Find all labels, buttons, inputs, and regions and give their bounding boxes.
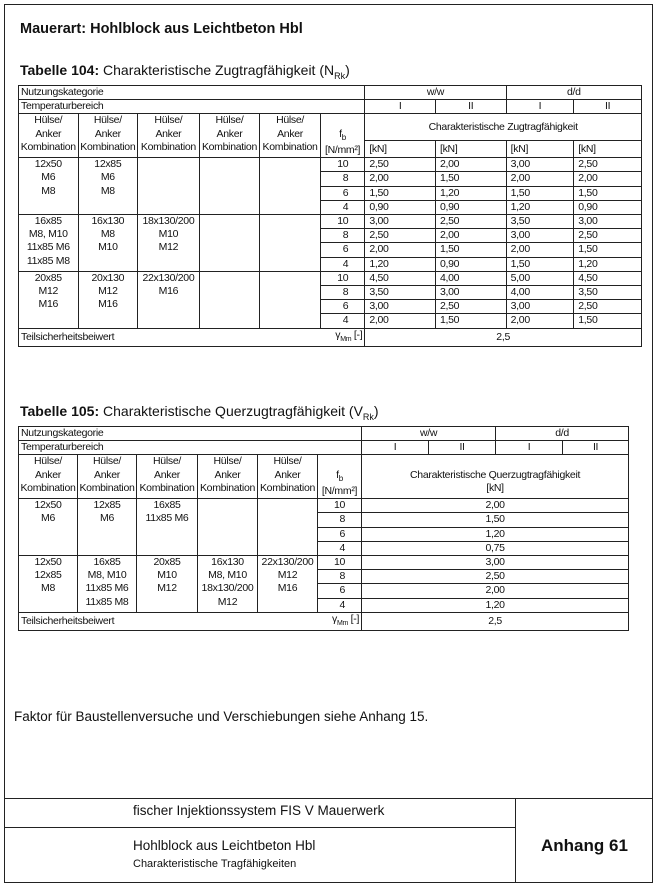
- resistance-value: 2,50: [574, 158, 642, 172]
- annex-label: Anhang 61: [541, 836, 628, 855]
- footer-title: Hohlblock aus Leichtbeton Hbl: [133, 838, 316, 853]
- resistance-value: 3,50: [506, 214, 574, 228]
- hulse-header: Hülse/ Anker Kombination: [260, 114, 321, 158]
- anchor-combination-cell: 22x130/200 M16: [138, 271, 200, 328]
- table-row: [19, 271, 642, 285]
- resistance-value: 1,50: [435, 314, 506, 328]
- resistance-value: 1,20: [365, 257, 436, 271]
- table-row: [19, 214, 642, 228]
- gamma-symbol: $\gamma_{Mm}$ [-]: [320, 328, 364, 346]
- note-text: Faktor für Baustellenversuche und Verschiebungen siehe Anhang 15.: [14, 709, 429, 724]
- anchor-combination-cell: [198, 499, 258, 556]
- resistance-value: 4,00: [435, 271, 506, 285]
- fb-value: 10: [320, 214, 364, 228]
- temp-i: I: [362, 441, 429, 455]
- temp-i: I: [365, 100, 436, 114]
- hulse-header: Hülse/ Anker Kombination: [78, 455, 137, 499]
- resistance-value: 0,75: [362, 541, 629, 555]
- fb-value: 6: [320, 186, 364, 200]
- anchor-combination-cell: 12x50 M6 M8: [19, 158, 79, 215]
- resistance-value: 3,00: [362, 555, 629, 569]
- resistance-value: 0,90: [365, 200, 436, 214]
- resistance-value: 2,50: [435, 300, 506, 314]
- resistance-value: 3,00: [574, 214, 642, 228]
- resistance-value: 1,20: [506, 200, 574, 214]
- resistance-value: 2,50: [435, 214, 506, 228]
- kn-unit: [kN]: [365, 141, 436, 158]
- anchor-combination-cell: [199, 271, 260, 328]
- footer-divider: [4, 798, 653, 799]
- fb-header: $f_b$ [N/mm²]: [320, 114, 364, 158]
- resistance-value: 1,20: [362, 527, 629, 541]
- table-row: [19, 158, 642, 172]
- resistance-value: 2,00: [506, 172, 574, 186]
- resistance-value: 2,00: [365, 314, 436, 328]
- resistance-value: 1,50: [506, 186, 574, 200]
- resistance-value: 2,00: [435, 229, 506, 243]
- resistance-value: 4,50: [574, 271, 642, 285]
- resistance-value: 3,00: [365, 214, 436, 228]
- fb-value: 8: [320, 285, 364, 299]
- resistance-value: 2,50: [365, 158, 436, 172]
- anchor-combination-cell: 16x130 M8 M10: [78, 214, 138, 271]
- anchor-combination-cell: 16x85 11x85 M6: [137, 499, 198, 556]
- resistance-value: 2,00: [365, 243, 436, 257]
- resistance-value: 2,00: [362, 499, 629, 513]
- resistance-value: 5,00: [506, 271, 574, 285]
- anchor-combination-cell: 16x130 M8, M10 18x130/200 M12: [198, 555, 258, 612]
- table-104: [18, 85, 642, 347]
- fb-value: 6: [318, 584, 362, 598]
- teilsicherheitsbeiwert-label: Teilsicherheitsbeiwert: [19, 612, 318, 630]
- fb-value: 6: [320, 300, 364, 314]
- resistance-value: 1,50: [574, 243, 642, 257]
- querzugtragfaehigkeit-header: Charakteristische Querzugtragfähigkeit [kN]: [362, 455, 629, 499]
- fb-value: 8: [320, 229, 364, 243]
- resistance-value: 2,00: [365, 172, 436, 186]
- fb-value: 6: [318, 527, 362, 541]
- temp-ii: II: [435, 100, 506, 114]
- anchor-combination-cell: 12x85 M6: [78, 499, 137, 556]
- resistance-value: 2,00: [574, 172, 642, 186]
- anchor-combination-cell: 20x85 M10 M12: [137, 555, 198, 612]
- resistance-value: 4,50: [365, 271, 436, 285]
- resistance-value: 3,00: [365, 300, 436, 314]
- fb-value: 10: [320, 158, 364, 172]
- anchor-combination-cell: 12x50 12x85 M8: [19, 555, 78, 612]
- resistance-value: 1,50: [435, 172, 506, 186]
- ww-header: w/w: [362, 427, 496, 441]
- zugtragfaehigkeit-header: Charakteristische Zugtragfähigkeit: [365, 114, 642, 141]
- hulse-header: Hülse/ Anker Kombination: [137, 455, 198, 499]
- fb-value: 8: [320, 172, 364, 186]
- fb-value: 10: [318, 499, 362, 513]
- resistance-value: 1,20: [435, 186, 506, 200]
- anchor-combination-cell: 16x85 M8, M10 11x85 M6 11x85 M8: [78, 555, 137, 612]
- anchor-combination-cell: 20x85 M12 M16: [19, 271, 79, 328]
- resistance-value: 1,50: [365, 186, 436, 200]
- fb-value: 4: [318, 598, 362, 612]
- resistance-value: 1,50: [574, 186, 642, 200]
- anchor-combination-cell: [260, 271, 321, 328]
- fb-value: 10: [320, 271, 364, 285]
- fb-value: 4: [320, 200, 364, 214]
- table-row: [19, 555, 629, 569]
- resistance-value: 3,00: [506, 229, 574, 243]
- resistance-value: 4,00: [506, 285, 574, 299]
- nutzungskategorie-label: Nutzungskategorie: [19, 86, 365, 100]
- temperaturbereich-label: Temperaturbereich: [19, 100, 365, 114]
- resistance-value: 2,50: [365, 229, 436, 243]
- resistance-value: 3,00: [506, 158, 574, 172]
- resistance-value: 0,90: [435, 257, 506, 271]
- temp-ii: II: [429, 441, 496, 455]
- resistance-value: 3,50: [365, 285, 436, 299]
- anchor-combination-cell: [138, 158, 200, 215]
- resistance-value: 3,50: [574, 285, 642, 299]
- temp-ii: II: [563, 441, 629, 455]
- resistance-value: 1,20: [574, 257, 642, 271]
- resistance-value: 0,90: [435, 200, 506, 214]
- teilsicherheitsbeiwert-value: 2,5: [365, 328, 642, 346]
- resistance-value: 0,90: [574, 200, 642, 214]
- footer-subtitle: Charakteristische Tragfähigkeiten: [133, 858, 297, 870]
- anchor-combination-cell: 16x85 M8, M10 11x85 M6 11x85 M8: [19, 214, 79, 271]
- gamma-symbol: $\gamma_{Mm}$ [-]: [318, 612, 362, 630]
- fb-value: 6: [320, 243, 364, 257]
- hulse-header: Hülse/ Anker Kombination: [78, 114, 138, 158]
- resistance-value: 2,00: [435, 158, 506, 172]
- anchor-combination-cell: [258, 499, 318, 556]
- fb-value: 4: [320, 257, 364, 271]
- teilsicherheitsbeiwert-label: Teilsicherheitsbeiwert: [19, 328, 321, 346]
- nutzungskategorie-label: Nutzungskategorie: [19, 427, 362, 441]
- anchor-combination-cell: 12x85 M6 M8: [78, 158, 138, 215]
- table-row: [19, 499, 629, 513]
- resistance-value: 1,50: [506, 257, 574, 271]
- hulse-header: Hülse/ Anker Kombination: [258, 455, 318, 499]
- hulse-header: Hülse/ Anker Kombination: [19, 455, 78, 499]
- resistance-value: 3,00: [506, 300, 574, 314]
- resistance-value: 1,50: [574, 314, 642, 328]
- anchor-combination-cell: [199, 214, 260, 271]
- ww-header: w/w: [365, 86, 506, 100]
- resistance-value: 2,00: [506, 314, 574, 328]
- temp-ii: II: [574, 100, 642, 114]
- anchor-combination-cell: [199, 158, 260, 215]
- kn-unit: [kN]: [506, 141, 574, 158]
- kn-unit: [kN]: [435, 141, 506, 158]
- table-105-caption: Tabelle 105: Charakteristische Querzugtragfähigkeit $(V_{Rk})$: [20, 403, 379, 422]
- footer-vertical-divider: [515, 798, 516, 883]
- hulse-header: Hülse/ Anker Kombination: [138, 114, 200, 158]
- hulse-header: Hülse/ Anker Kombination: [19, 114, 79, 158]
- anchor-combination-cell: 20x130 M12 M16: [78, 271, 138, 328]
- dd-header: d/d: [506, 86, 641, 100]
- anchor-combination-cell: [260, 158, 321, 215]
- anchor-combination-cell: 18x130/200 M10 M12: [138, 214, 200, 271]
- kn-unit: [kN]: [574, 141, 642, 158]
- resistance-value: 2,00: [506, 243, 574, 257]
- temp-i: I: [496, 441, 563, 455]
- anchor-combination-cell: 22x130/200 M12 M16: [258, 555, 318, 612]
- page-heading: Mauerart: Hohlblock aus Leichtbeton Hbl: [20, 21, 303, 37]
- footer-system-name: fischer Injektionssystem FIS V Mauerwerk: [133, 803, 385, 818]
- anchor-combination-cell: 12x50 M6: [19, 499, 78, 556]
- table-104-caption: Tabelle 104: Charakteristische Zugtragfähigkeit $(N_{Rk})$: [20, 62, 350, 81]
- fb-value: 4: [318, 541, 362, 555]
- footer-divider: [4, 827, 515, 828]
- dd-header: d/d: [496, 427, 629, 441]
- resistance-value: 1,50: [362, 513, 629, 527]
- fb-value: 8: [318, 513, 362, 527]
- fb-value: 10: [318, 555, 362, 569]
- temperaturbereich-label: Temperaturbereich: [19, 441, 362, 455]
- resistance-value: 1,20: [362, 598, 629, 612]
- hulse-header: Hülse/ Anker Kombination: [199, 114, 260, 158]
- resistance-value: 2,50: [574, 300, 642, 314]
- resistance-value: 3,00: [435, 285, 506, 299]
- teilsicherheitsbeiwert-value: 2,5: [362, 612, 629, 630]
- fb-header: $f_b$ [N/mm²]: [318, 455, 362, 499]
- fb-value: 8: [318, 570, 362, 584]
- hulse-header: Hülse/ Anker Kombination: [198, 455, 258, 499]
- fb-value: 4: [320, 314, 364, 328]
- anchor-combination-cell: [260, 214, 321, 271]
- resistance-value: 2,00: [362, 584, 629, 598]
- resistance-value: 2,50: [362, 570, 629, 584]
- resistance-value: 1,50: [435, 243, 506, 257]
- resistance-value: 2,50: [574, 229, 642, 243]
- temp-i: I: [506, 100, 574, 114]
- table-105: [18, 426, 629, 631]
